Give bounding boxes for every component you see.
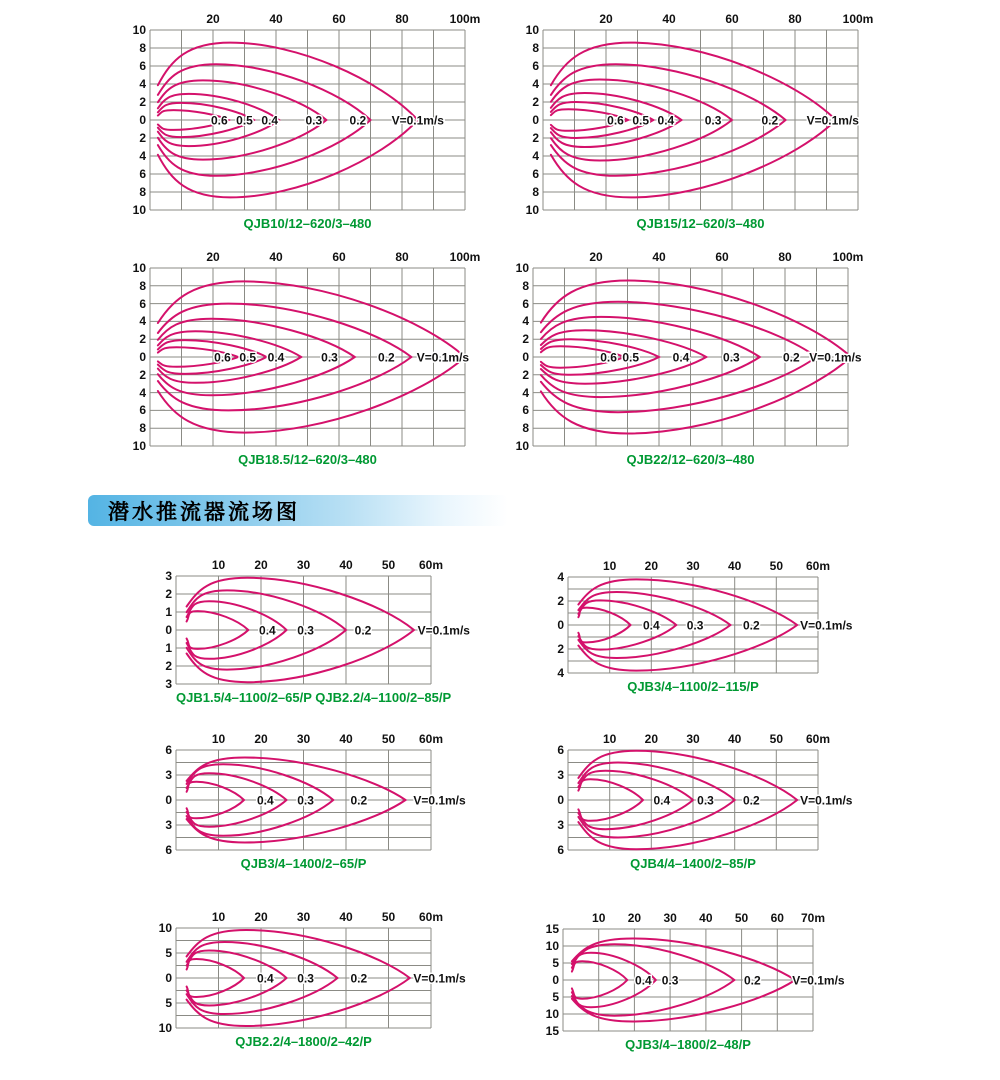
y-tick-label: 6 [139, 403, 146, 418]
chart-canvas [563, 929, 845, 1031]
contour-value-label: 0.4 [653, 793, 671, 808]
y-tick-label: 6 [557, 843, 564, 857]
y-tick-label: 2 [139, 95, 146, 109]
y-tick-label: 6 [522, 403, 529, 418]
contour-value-label: 0.2 [349, 113, 367, 128]
contour-value-label: V=0.1m/s [800, 793, 853, 808]
contour-value-label: 0.2 [782, 350, 800, 365]
chart-canvas [533, 268, 862, 446]
x-tick-label: 60m [418, 910, 444, 924]
x-tick-label: 20 [644, 732, 659, 746]
chart-caption: QJB1.5/4–1100/2–65/P QJB2.2/4–1100/2–85/P [176, 690, 452, 705]
y-tick-label: 0 [557, 793, 564, 807]
plot-area [176, 576, 470, 684]
x-tick-label: 60m [418, 558, 444, 572]
y-tick-label: 6 [139, 167, 146, 181]
plot-area [568, 750, 853, 850]
y-tick-label: 6 [165, 843, 172, 857]
contour-value-label: 0.4 [642, 618, 660, 633]
x-tick-label: 100m [842, 12, 874, 26]
contour-value-label: 0.2 [743, 973, 761, 988]
x-tick-label: 30 [296, 732, 311, 746]
x-tick-label: 50 [769, 732, 784, 746]
contour-value-label: V=0.1m/s [413, 793, 466, 808]
x-tick-label: 20 [206, 12, 220, 26]
y-tick-label: 1 [165, 641, 172, 655]
contour-value-label: 0.4 [259, 623, 276, 638]
x-tick-label: 10 [592, 911, 606, 925]
y-tick-label: 10 [545, 939, 559, 953]
y-tick-label: 10 [525, 23, 539, 37]
x-tick-label: 60 [332, 250, 346, 264]
y-tick-label: 8 [522, 278, 529, 293]
chart-canvas [568, 750, 853, 850]
y-tick-label: 8 [532, 185, 539, 199]
y-tick-label: 10 [132, 439, 146, 453]
chart-canvas [150, 30, 465, 210]
plot-area [563, 929, 845, 1031]
y-tick-label: 6 [522, 296, 529, 311]
y-tick-label: 10 [515, 261, 529, 275]
x-tick-label: 10 [211, 910, 226, 924]
y-tick-label: 2 [522, 367, 529, 382]
x-tick-label: 80 [395, 12, 409, 26]
plot-area [568, 577, 853, 673]
chart-canvas [543, 30, 858, 210]
chart-caption: QJB3/4–1800/2–48/P [625, 1037, 751, 1052]
x-tick-label: 40 [662, 12, 676, 26]
contour-value-label: 0.2 [350, 971, 368, 986]
x-tick-label: 10 [602, 732, 617, 746]
x-tick-label: 20 [599, 12, 613, 26]
contour-value-label: V=0.1m/s [417, 623, 470, 638]
y-tick-label: 3 [165, 818, 172, 832]
y-tick-label: 2 [522, 332, 529, 347]
y-tick-label: 3 [557, 768, 564, 782]
y-tick-label: 3 [165, 768, 172, 782]
y-tick-label: 10 [132, 203, 146, 217]
y-tick-label: 5 [552, 990, 559, 1004]
contour-value-label: V=0.1m/s [809, 350, 862, 365]
y-tick-label: 3 [557, 818, 564, 832]
contour-value-label: 0.3 [297, 971, 314, 986]
y-tick-label: 0 [522, 350, 529, 364]
x-tick-label: 20 [644, 559, 659, 573]
x-tick-label: 60m [805, 732, 831, 746]
plot-area [533, 268, 862, 446]
x-tick-label: 30 [296, 910, 311, 924]
y-tick-label: 2 [532, 95, 539, 109]
y-tick-label: 0 [165, 971, 172, 985]
contour-value-label: V=0.1m/s [413, 971, 466, 986]
contour-value-label: 0.2 [761, 113, 779, 128]
y-tick-label: 10 [132, 261, 146, 275]
chart-caption: QJB18.5/12–620/3–480 [238, 452, 377, 467]
x-tick-label: 50 [381, 910, 396, 924]
y-tick-label: 4 [139, 314, 146, 329]
y-tick-label: 4 [522, 314, 529, 329]
y-tick-label: 10 [158, 921, 172, 935]
x-tick-label: 60 [715, 250, 729, 264]
x-tick-label: 10 [602, 559, 617, 573]
y-tick-label: 10 [132, 23, 146, 37]
contour-value-label: 0.2 [742, 793, 760, 808]
y-tick-label: 0 [165, 793, 172, 807]
section-banner [88, 495, 508, 526]
chart-canvas [568, 577, 853, 673]
x-tick-label: 40 [339, 910, 353, 924]
y-tick-label: 4 [139, 149, 146, 163]
y-tick-label: 2 [165, 659, 172, 673]
plot-area [150, 30, 465, 210]
contour-value-label: 0.3 [697, 793, 714, 808]
contour-value-label: 0.4 [256, 793, 274, 808]
contour-value-label: 0.2 [354, 623, 372, 638]
contour-value-label: V=0.1m/s [800, 618, 853, 633]
contour-value-label: 0.5 [236, 113, 253, 128]
chart-caption: QJB2.2/4–1800/2–42/P [235, 1034, 372, 1049]
x-tick-label: 40 [699, 911, 713, 925]
y-tick-label: 2 [532, 131, 539, 145]
x-tick-label: 50 [769, 559, 784, 573]
x-tick-label: 40 [727, 732, 742, 746]
x-tick-label: 40 [269, 12, 283, 26]
y-tick-label: 6 [557, 743, 564, 757]
y-tick-label: 8 [139, 421, 146, 436]
chart-canvas [176, 576, 470, 684]
y-tick-label: 6 [139, 296, 146, 311]
contour-value-label: 0.2 [742, 618, 760, 633]
x-tick-label: 30 [296, 558, 311, 572]
y-tick-label: 10 [158, 1021, 172, 1035]
x-tick-label: 80 [788, 12, 802, 26]
y-tick-label: 0 [557, 618, 564, 632]
y-tick-label: 4 [532, 149, 539, 163]
y-tick-label: 5 [165, 946, 172, 960]
contour-value-label: 0.2 [350, 793, 368, 808]
y-tick-label: 8 [139, 278, 146, 293]
x-tick-label: 100m [449, 250, 481, 264]
x-tick-label: 80 [778, 250, 792, 264]
y-tick-label: 10 [545, 1007, 559, 1021]
y-tick-label: 4 [557, 570, 564, 584]
x-tick-label: 60m [805, 559, 831, 573]
contour-value-label: 0.6 [607, 113, 624, 128]
contour-value-label: 0.5 [622, 350, 640, 365]
y-tick-label: 4 [522, 385, 529, 400]
contour-value-label: 0.6 [214, 350, 231, 365]
x-tick-label: 50 [381, 732, 396, 746]
section-title: 潜水推流器流场图 [108, 500, 300, 524]
contour-value-label: 0.3 [297, 623, 314, 638]
plot-area [543, 30, 858, 210]
contour-value-label: V=0.1m/s [391, 113, 444, 128]
x-tick-label: 10 [211, 732, 226, 746]
x-tick-label: 40 [269, 250, 283, 264]
y-tick-label: 0 [532, 113, 539, 127]
x-tick-label: 20 [254, 732, 268, 746]
chart-caption: QJB10/12–620/3–480 [243, 216, 372, 231]
y-tick-label: 3 [165, 677, 172, 691]
x-tick-label: 20 [589, 250, 603, 264]
contour-value-label: 0.2 [377, 350, 395, 365]
y-tick-label: 15 [545, 922, 559, 936]
chart-canvas [176, 928, 466, 1028]
contour-value-label: 0.3 [723, 350, 740, 365]
plot-area [176, 928, 466, 1028]
contour-value-label: 0.3 [297, 793, 314, 808]
x-tick-label: 30 [686, 559, 700, 573]
chart-caption: QJB3/4–1400/2–65/P [240, 856, 367, 871]
contour-value-label: 0.4 [267, 350, 285, 365]
contour-value-label: 0.6 [210, 113, 228, 128]
contour-value-label: V=0.1m/s [806, 113, 859, 128]
contour-value-label: 0.4 [657, 113, 675, 128]
y-tick-label: 1 [165, 605, 172, 619]
contour-value-label: 0.4 [256, 971, 274, 986]
x-tick-label: 60 [332, 12, 346, 26]
y-tick-label: 0 [165, 623, 172, 637]
plot-area [176, 750, 466, 850]
y-tick-label: 0 [552, 973, 559, 987]
x-tick-label: 40 [339, 732, 353, 746]
y-tick-label: 2 [557, 594, 564, 608]
y-tick-label: 10 [515, 439, 529, 453]
contour-value-label: 0.3 [661, 973, 679, 988]
y-tick-label: 4 [557, 666, 564, 680]
contour-value-label: 0.4 [261, 113, 279, 128]
y-tick-label: 6 [139, 59, 146, 73]
chart-canvas [150, 268, 470, 446]
x-tick-label: 60 [725, 12, 739, 26]
x-tick-label: 10 [211, 558, 226, 572]
y-tick-label: 4 [139, 77, 146, 91]
y-tick-label: 6 [532, 59, 539, 73]
x-tick-label: 70m [800, 911, 826, 925]
y-tick-label: 5 [165, 996, 172, 1010]
chart-caption: QJB15/12–620/3–480 [636, 216, 765, 231]
y-tick-label: 2 [139, 367, 146, 382]
x-tick-label: 20 [627, 911, 642, 925]
contour-value-label: 0.6 [600, 350, 617, 365]
x-tick-label: 20 [206, 250, 220, 264]
y-tick-label: 2 [139, 332, 146, 347]
chart-caption: QJB22/12–620/3–480 [626, 452, 755, 467]
contour-value-label: 0.3 [305, 113, 323, 128]
y-tick-label: 3 [165, 569, 172, 583]
x-tick-label: 20 [254, 910, 268, 924]
y-tick-label: 8 [139, 41, 146, 55]
y-tick-label: 4 [532, 77, 539, 91]
y-tick-label: 6 [532, 167, 539, 181]
y-tick-label: 10 [525, 203, 539, 217]
y-tick-label: 15 [545, 1024, 559, 1038]
y-tick-label: 0 [139, 350, 146, 364]
y-tick-label: 4 [139, 385, 146, 400]
chart-canvas [176, 750, 466, 850]
x-tick-label: 60m [418, 732, 444, 746]
y-tick-label: 2 [165, 587, 172, 601]
y-tick-label: 0 [139, 113, 146, 127]
x-tick-label: 40 [727, 559, 742, 573]
contour-value-label: V=0.1m/s [416, 350, 470, 365]
x-tick-label: 50 [381, 558, 396, 572]
x-tick-label: 80 [395, 250, 409, 264]
x-tick-label: 20 [254, 558, 268, 572]
x-tick-label: 30 [686, 732, 700, 746]
y-tick-label: 5 [552, 956, 559, 970]
chart-caption: QJB3/4–1100/2–115/P [627, 679, 759, 694]
contour-value-label: 0.3 [321, 350, 338, 365]
x-tick-label: 100m [449, 12, 481, 26]
contour-value-label: 0.4 [672, 350, 690, 365]
contour-value-label: 0.5 [239, 350, 257, 365]
y-tick-label: 8 [139, 185, 146, 199]
x-tick-label: 100m [832, 250, 864, 264]
x-tick-label: 30 [663, 911, 677, 925]
contour-value-label: 0.3 [686, 618, 704, 633]
y-tick-label: 8 [532, 41, 539, 55]
x-tick-label: 60 [770, 911, 784, 925]
y-tick-label: 8 [522, 421, 529, 436]
contour-value-label: 0.4 [635, 973, 652, 988]
plot-area [150, 268, 470, 446]
x-tick-label: 40 [652, 250, 666, 264]
y-tick-label: 6 [165, 743, 172, 757]
chart-caption: QJB4/4–1400/2–85/P [630, 856, 756, 871]
x-tick-label: 40 [339, 558, 353, 572]
contour-value-label: 0.3 [704, 113, 722, 128]
x-tick-label: 50 [734, 911, 749, 925]
contour-value-label: V=0.1m/s [792, 973, 845, 988]
y-tick-label: 2 [139, 131, 146, 145]
contour-value-label: 0.5 [632, 113, 650, 128]
y-tick-label: 2 [557, 642, 564, 656]
